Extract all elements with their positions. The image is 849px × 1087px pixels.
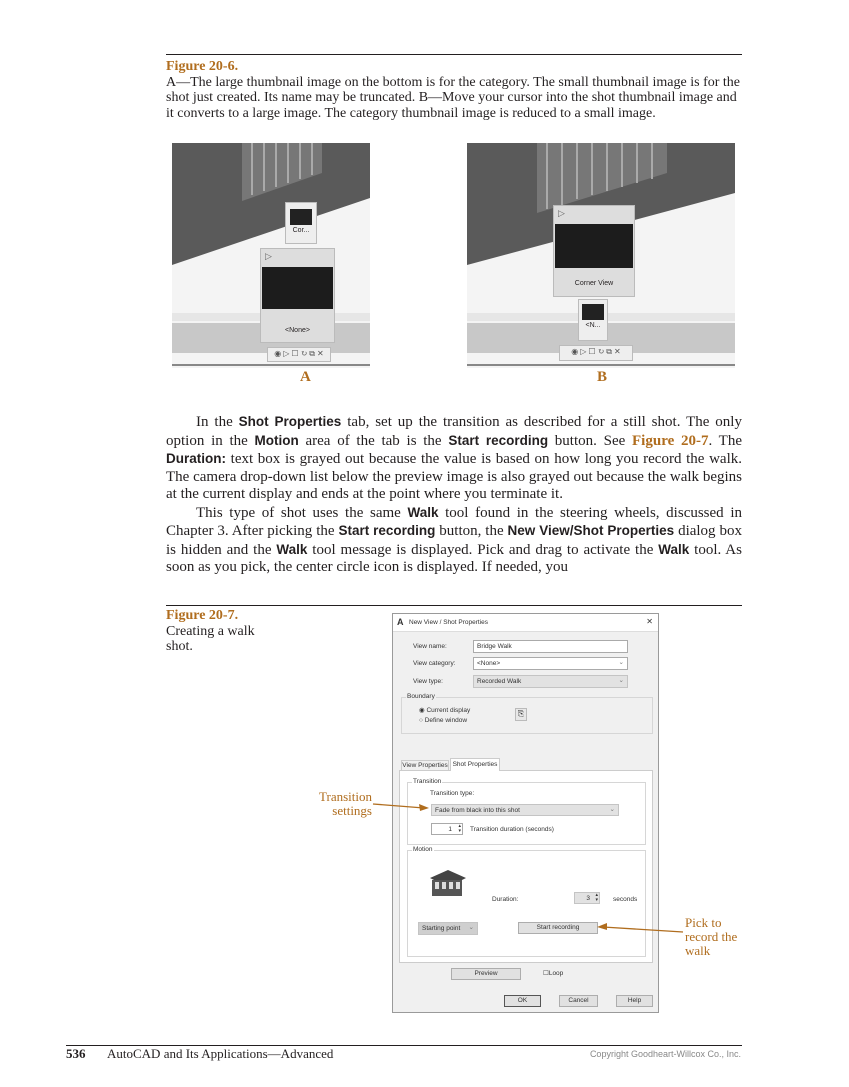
new-view-shot-properties-dialog (392, 613, 659, 1013)
text-run: . The (708, 432, 742, 449)
view-category-value: <None> (477, 660, 501, 667)
cancel-button[interactable]: Cancel (559, 995, 598, 1007)
book-title: AutoCAD and Its Applications—Advanced (107, 1046, 334, 1061)
paragraph (166, 504, 742, 577)
figure-label: Figure 20-7. (166, 608, 239, 623)
ui-term: Walk (658, 541, 690, 557)
close-icon[interactable]: ✕ (646, 617, 653, 626)
view-category-dropdown[interactable] (473, 657, 628, 670)
spinner-arrows-icon[interactable]: ▴ ▾ (595, 892, 598, 903)
duration-spinner[interactable] (574, 892, 600, 904)
text-run: button, the (435, 523, 508, 539)
ui-term: Shot Properties (238, 414, 342, 429)
tab-view-properties[interactable]: View Properties (402, 762, 448, 769)
text-run: button. See (548, 432, 633, 449)
caption-text: A—The large thumbnail image on the bottom is for the category. The small thumbnail image is for the shot just created. Its name may be truncated. B—Move your cursor into the shot thumbnail image and it converts to a large image. The category thumbnail image is reduced to a small image. (166, 74, 740, 121)
ui-term: Motion (254, 432, 299, 448)
ui-term: Start recording (338, 523, 436, 538)
transition-type-label: Transition type: (430, 790, 475, 797)
ui-term: Walk (407, 504, 439, 520)
radio-label: Current display (426, 707, 471, 714)
paragraph (166, 413, 742, 504)
callout-pick-to-record: Pick to record the walk (685, 915, 738, 958)
transition-duration-spinner[interactable] (431, 823, 463, 835)
thumbnail-label: <N... (585, 322, 601, 329)
text-run: In the (196, 414, 239, 430)
shot-thumbnail-small[interactable] (285, 202, 317, 244)
chevron-down-icon: ⌄ (618, 659, 624, 666)
help-button[interactable]: Help (616, 995, 653, 1007)
thumbnail-image (290, 209, 312, 225)
figure-label: Figure 20-6. (166, 59, 239, 74)
chevron-down-icon: ⌄ (618, 677, 624, 684)
showmotion-toolbar[interactable]: ◉ ▷ ☐ ↻ ⧉ ✕ (267, 347, 331, 362)
tab-shot-properties[interactable]: Shot Properties (450, 758, 500, 771)
screenshot-panel-a (172, 143, 370, 368)
copyright: Copyright Goodheart-Willcox Co., Inc. (589, 1049, 741, 1059)
figure-20-7-caption (166, 608, 276, 655)
shot-thumbnail-large[interactable] (553, 205, 635, 297)
transition-type-dropdown[interactable] (431, 804, 619, 816)
transition-type-value: Fade from black into this shot (435, 807, 520, 814)
callout-transition-settings: Transition settings (319, 789, 372, 818)
view-name-label: View name: (413, 643, 447, 650)
ui-term: Duration: (166, 451, 226, 466)
boundary-group (401, 693, 653, 734)
current-display-radio[interactable]: ◉ Current display (419, 707, 471, 714)
spinner-value: 3 (586, 895, 590, 902)
chevron-down-icon: ⌄ (468, 924, 474, 931)
screenshot-panel-b (467, 143, 735, 368)
chevron-down-icon: ⌄ (609, 806, 615, 813)
spinner-arrows-icon[interactable]: ▴ ▾ (458, 823, 461, 834)
text-run: text box is grayed out because the value is based on how long you record the walk. The camera drop-down list below the preview image is also grayed out because the walk begins at the current display and ends at the point where you terminate it. (166, 451, 742, 502)
dialog-title: New View / Shot Properties (409, 619, 488, 626)
define-window-button-icon[interactable]: ⎘ (515, 708, 527, 721)
motion-group (407, 846, 646, 957)
view-type-value: Recorded Walk (477, 678, 522, 685)
group-label: Motion (413, 846, 433, 853)
dialog-title-bar (393, 614, 658, 632)
category-thumbnail-small[interactable] (578, 299, 608, 341)
thumbnail-label: <None> (285, 327, 310, 334)
ui-term: New View/Shot Properties (507, 523, 675, 538)
figure-rule (166, 605, 742, 606)
seconds-label: seconds (613, 896, 638, 903)
figure-reference: Figure 20-7 (632, 432, 709, 449)
caption-text: Creating a walk shot. (166, 623, 255, 655)
spinner-value: 1 (448, 826, 452, 833)
text-run: tab, set up the transition as described for a still shot. The only option in the (166, 414, 742, 449)
view-category-label: View category: (413, 660, 456, 667)
checkbox-label: Loop (548, 970, 564, 977)
text-run: This type of shot uses the same (196, 504, 408, 521)
figure-20-6-caption (166, 59, 742, 121)
shot-properties-panel (399, 770, 653, 963)
radio-label: Define window (424, 717, 468, 724)
thumbnail-label: Cor... (292, 227, 310, 234)
play-icon[interactable]: ▷ (265, 251, 272, 261)
thumbnail-label: Corner View (574, 280, 614, 287)
loop-checkbox[interactable]: ☐Loop (543, 970, 564, 977)
view-type-dropdown[interactable] (473, 675, 628, 688)
transition-duration-label: Transition duration (seconds) (470, 826, 554, 833)
ui-term: Walk (276, 541, 308, 557)
preview-button[interactable]: Preview (451, 968, 521, 980)
page-number: 536 (66, 1046, 86, 1061)
duration-label: Duration: (492, 896, 519, 903)
ok-button[interactable]: OK (504, 995, 541, 1007)
panel-a-label: A (300, 369, 311, 385)
starting-point-value: Starting point (422, 925, 461, 932)
view-name-input[interactable]: Bridge Walk (473, 640, 628, 653)
thumbnail-image (262, 267, 333, 309)
panel-b-label: B (597, 369, 608, 385)
starting-point-dropdown[interactable] (418, 922, 478, 935)
body-text (166, 413, 742, 577)
view-type-label: View type: (413, 678, 443, 685)
autocad-logo-icon: A (397, 617, 404, 627)
figure-rule (166, 54, 742, 55)
play-icon[interactable]: ▷ (558, 208, 565, 218)
showmotion-toolbar[interactable]: ◉ ▷ ☐ ↻ ⧉ ✕ (559, 345, 633, 361)
define-window-radio[interactable]: ○ Define window (419, 717, 468, 724)
thumbnail-image (555, 224, 633, 268)
group-label: Boundary (407, 693, 435, 700)
text-run: area of the tab is the (298, 432, 449, 449)
category-thumbnail-large[interactable] (260, 248, 335, 343)
transition-group (407, 778, 646, 845)
text-run: tool. As soon as you pick, the center circle icon is displayed. If needed, you (166, 541, 742, 575)
thumbnail-image (582, 304, 604, 320)
text-run: dialog box is hidden and the (166, 523, 742, 558)
text-run: tool message is displayed. Pick and drag to activate the (307, 541, 659, 558)
start-recording-button[interactable]: Start recording (518, 922, 598, 934)
ui-term: Start recording (448, 432, 549, 448)
group-label: Transition (413, 778, 442, 785)
text-run: tool found in the steering wheels, discussed in Chapter 3. After picking the (166, 504, 742, 539)
preview-image (426, 868, 470, 900)
